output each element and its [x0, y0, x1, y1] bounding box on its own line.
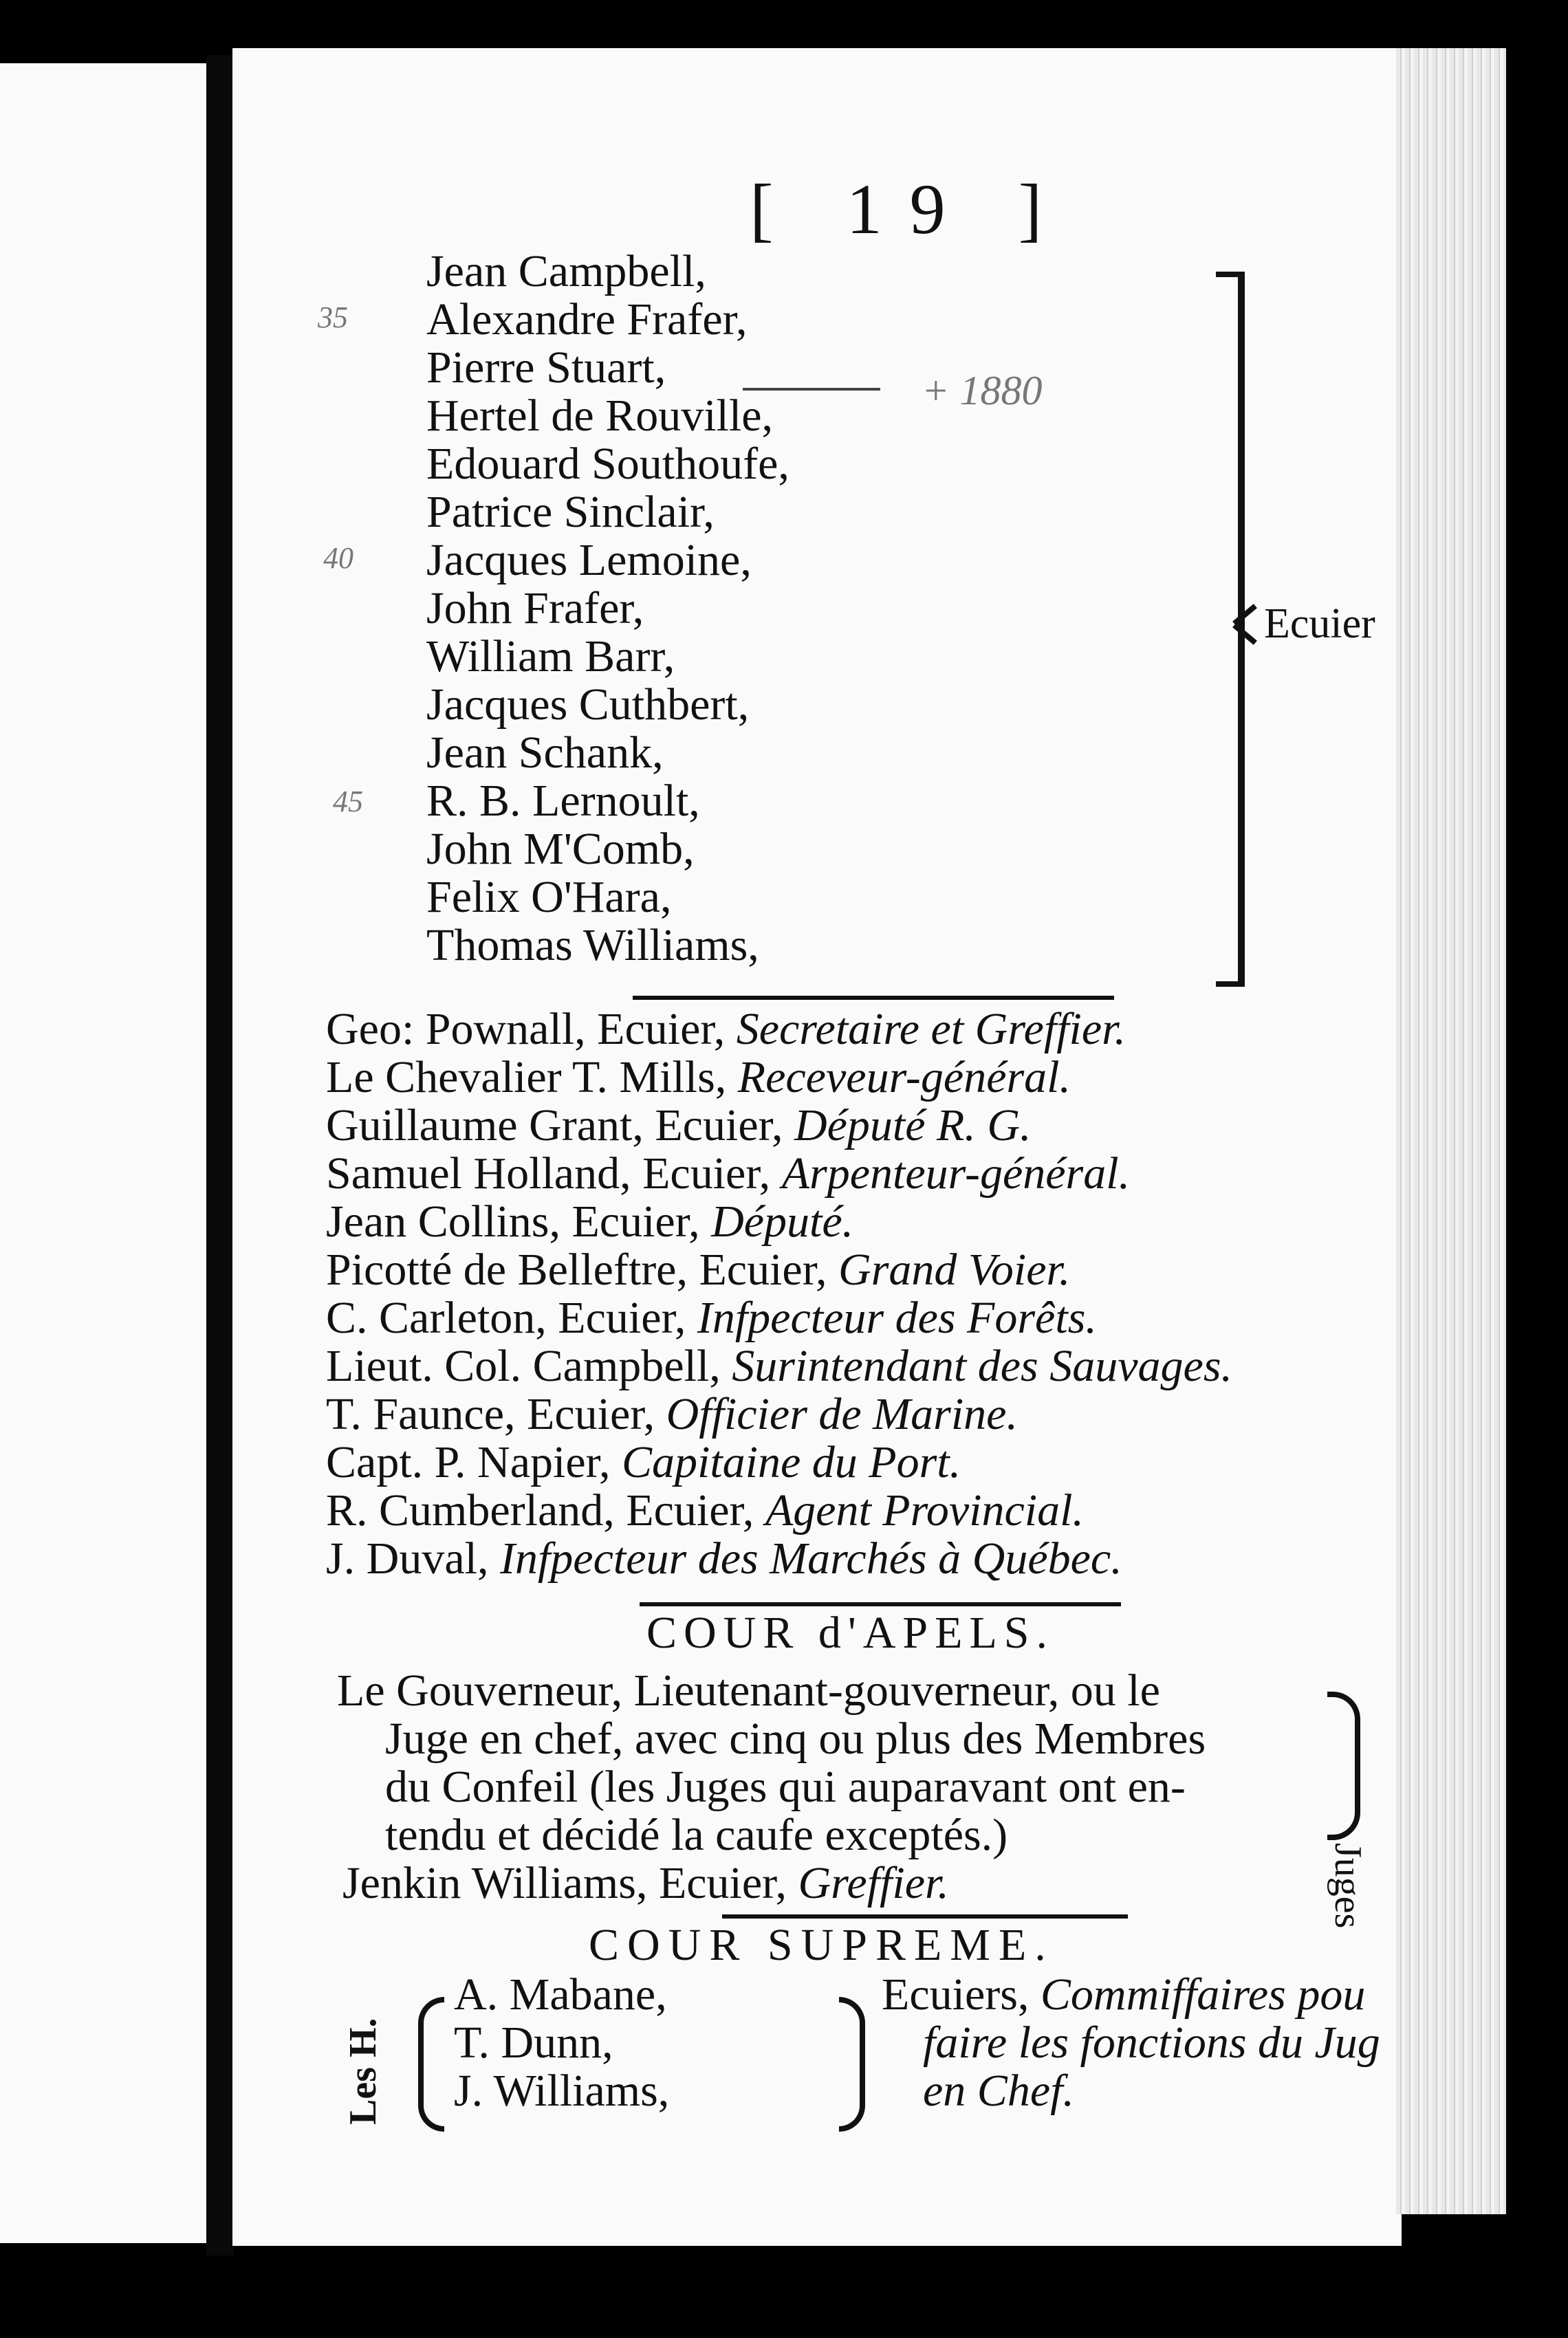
les-h-label: Les H.: [342, 2018, 384, 2125]
cour-apels-text: [337, 1667, 1206, 1859]
councillor-name: Jacques Lemoine,: [426, 535, 752, 585]
officer-entry: [326, 1294, 1232, 1342]
councillor-name: Alexandre Frafer,: [426, 294, 748, 345]
cour-apels-line: Juge en chef, avec cinq ou plus des Membres: [385, 1714, 1206, 1764]
councillor-name: William Barr,: [426, 631, 675, 681]
councillors-title: Ecuier: [1264, 600, 1375, 647]
officer-entry: [326, 1198, 1232, 1246]
margin-note-40: 40: [323, 541, 353, 575]
section-rule: [633, 996, 1114, 1000]
officer-entry: [326, 1150, 1232, 1198]
officer-role: Receveur-général.: [737, 1052, 1071, 1102]
officer-name: Lieut. Col. Campbell,: [326, 1341, 732, 1391]
councillor-name: Pierre Stuart,: [426, 342, 666, 393]
officer-role: Député.: [711, 1197, 854, 1247]
supreme-name: T. Dunn,: [454, 2018, 613, 2068]
councillor-name: Jean Schank,: [426, 728, 664, 778]
officer-entry: [326, 1005, 1232, 1053]
officer-role: Capitaine du Port.: [621, 1437, 961, 1487]
officer-entry: [326, 1102, 1232, 1150]
officer-role: Grand Voier.: [838, 1245, 1071, 1295]
book-gutter: [206, 55, 234, 2255]
officer-entry: [326, 1053, 1232, 1102]
officer-name: R. Cumberland, Ecuier,: [326, 1485, 765, 1536]
supreme-desc-line: [882, 1971, 1380, 2019]
margin-note-35: 35: [318, 301, 348, 334]
margin-note-45: 45: [333, 785, 363, 818]
officer-role: Agent Provincial.: [765, 1485, 1084, 1536]
cour-apels-line: du Confeil (les Juges qui auparavant ont en-: [385, 1762, 1186, 1812]
officer-entry: [326, 1439, 1232, 1487]
officer-name: Samuel Holland, Ecuier,: [326, 1148, 782, 1199]
officer-role: Secretaire et Greffier.: [736, 1004, 1126, 1054]
councillor-name: John M'Comb,: [426, 824, 695, 874]
councillor-name: Patrice Sinclair,: [426, 487, 715, 537]
councillor-name: R. B. Lernoult,: [426, 776, 700, 826]
officers-list: [326, 1005, 1232, 1583]
officer-entry: [326, 1390, 1232, 1439]
juges-label: Juges: [1327, 1843, 1369, 1929]
cour-apels-line: Le Gouverneur, Lieutenant-gouverneur, ou le: [337, 1665, 1160, 1716]
officer-role: Arpenteur-général.: [781, 1148, 1131, 1199]
supreme-desc: [882, 1971, 1380, 2115]
officer-entry: [326, 1535, 1232, 1583]
officer-name: Guillaume Grant, Ecuier,: [326, 1100, 794, 1150]
page-number: [ 19 ]: [750, 170, 1070, 249]
brace-bottom-hook: [1216, 981, 1243, 987]
supreme-desc-line: en Chef.: [923, 2066, 1074, 2116]
officer-role: Surintendant des Sauvages.: [732, 1341, 1233, 1391]
officer-role: Officier de Marine.: [666, 1389, 1018, 1439]
councillor-name: John Frafer,: [426, 583, 644, 633]
officer-role: Infpecteur des Forêts.: [697, 1293, 1097, 1343]
juges-brace: [1327, 1692, 1360, 1840]
supreme-name: A. Mabane,: [454, 1969, 667, 2020]
section-rule: [722, 1914, 1128, 1919]
clerk-name: Jenkin Williams, Ecuier,: [342, 1858, 798, 1908]
councillor-name: Jean Campbell,: [426, 246, 706, 296]
officer-entry: [326, 1342, 1232, 1390]
councillor-name: Felix O'Hara,: [426, 872, 672, 922]
officer-name: Jean Collins, Ecuier,: [326, 1197, 712, 1247]
councillor-name: Jacques Cuthbert,: [426, 679, 750, 730]
officer-name: J. Duval,: [326, 1533, 500, 1584]
officer-role: Infpecteur des Marchés à Québec.: [499, 1533, 1122, 1584]
cour-apels-clerk: [342, 1859, 949, 1908]
desc-brace: [839, 1997, 865, 2132]
supreme-desc-plain: Ecuiers,: [882, 1969, 1041, 2020]
officer-name: Geo: Pownall, Ecuier,: [326, 1004, 737, 1054]
officer-name: Capt. P. Napier,: [326, 1437, 622, 1487]
councillor-name: Hertel de Rouville,: [426, 391, 774, 441]
councillor-name: Thomas Williams,: [426, 920, 759, 970]
officer-name: T. Faunce, Ecuier,: [326, 1389, 666, 1439]
councillor-name: Edouard Southoufe,: [426, 439, 790, 489]
page-edges: [1396, 48, 1506, 2214]
cour-apels-heading: COUR d'APELS.: [646, 1608, 1054, 1658]
clerk-role: Greffier.: [798, 1858, 949, 1908]
supreme-desc-italic: Commiffaires pou: [1040, 1969, 1366, 2020]
officer-entry: [326, 1246, 1232, 1294]
names-brace: [418, 1997, 444, 2132]
pencil-note: + 1880: [922, 368, 1043, 413]
cour-supreme-heading: COUR SUPREME.: [589, 1920, 1054, 1970]
supreme-desc-line: faire les fonctions du Jug: [923, 2018, 1380, 2068]
councillors-list: [426, 248, 790, 970]
officer-role: Député R. G.: [794, 1100, 1032, 1150]
section-rule: [640, 1602, 1121, 1606]
supreme-names: [454, 1971, 669, 2115]
cour-apels-line: tendu et décidé la caufe exceptés.): [385, 1810, 1008, 1860]
left-page: [0, 63, 206, 2243]
officer-name: Picotté de Belleftre, Ecuier,: [326, 1245, 839, 1295]
officer-name: Le Chevalier T. Mills,: [326, 1052, 738, 1102]
officer-entry: [326, 1487, 1232, 1535]
officer-name: C. Carleton, Ecuier,: [326, 1293, 697, 1343]
supreme-name: J. Williams,: [454, 2066, 670, 2116]
